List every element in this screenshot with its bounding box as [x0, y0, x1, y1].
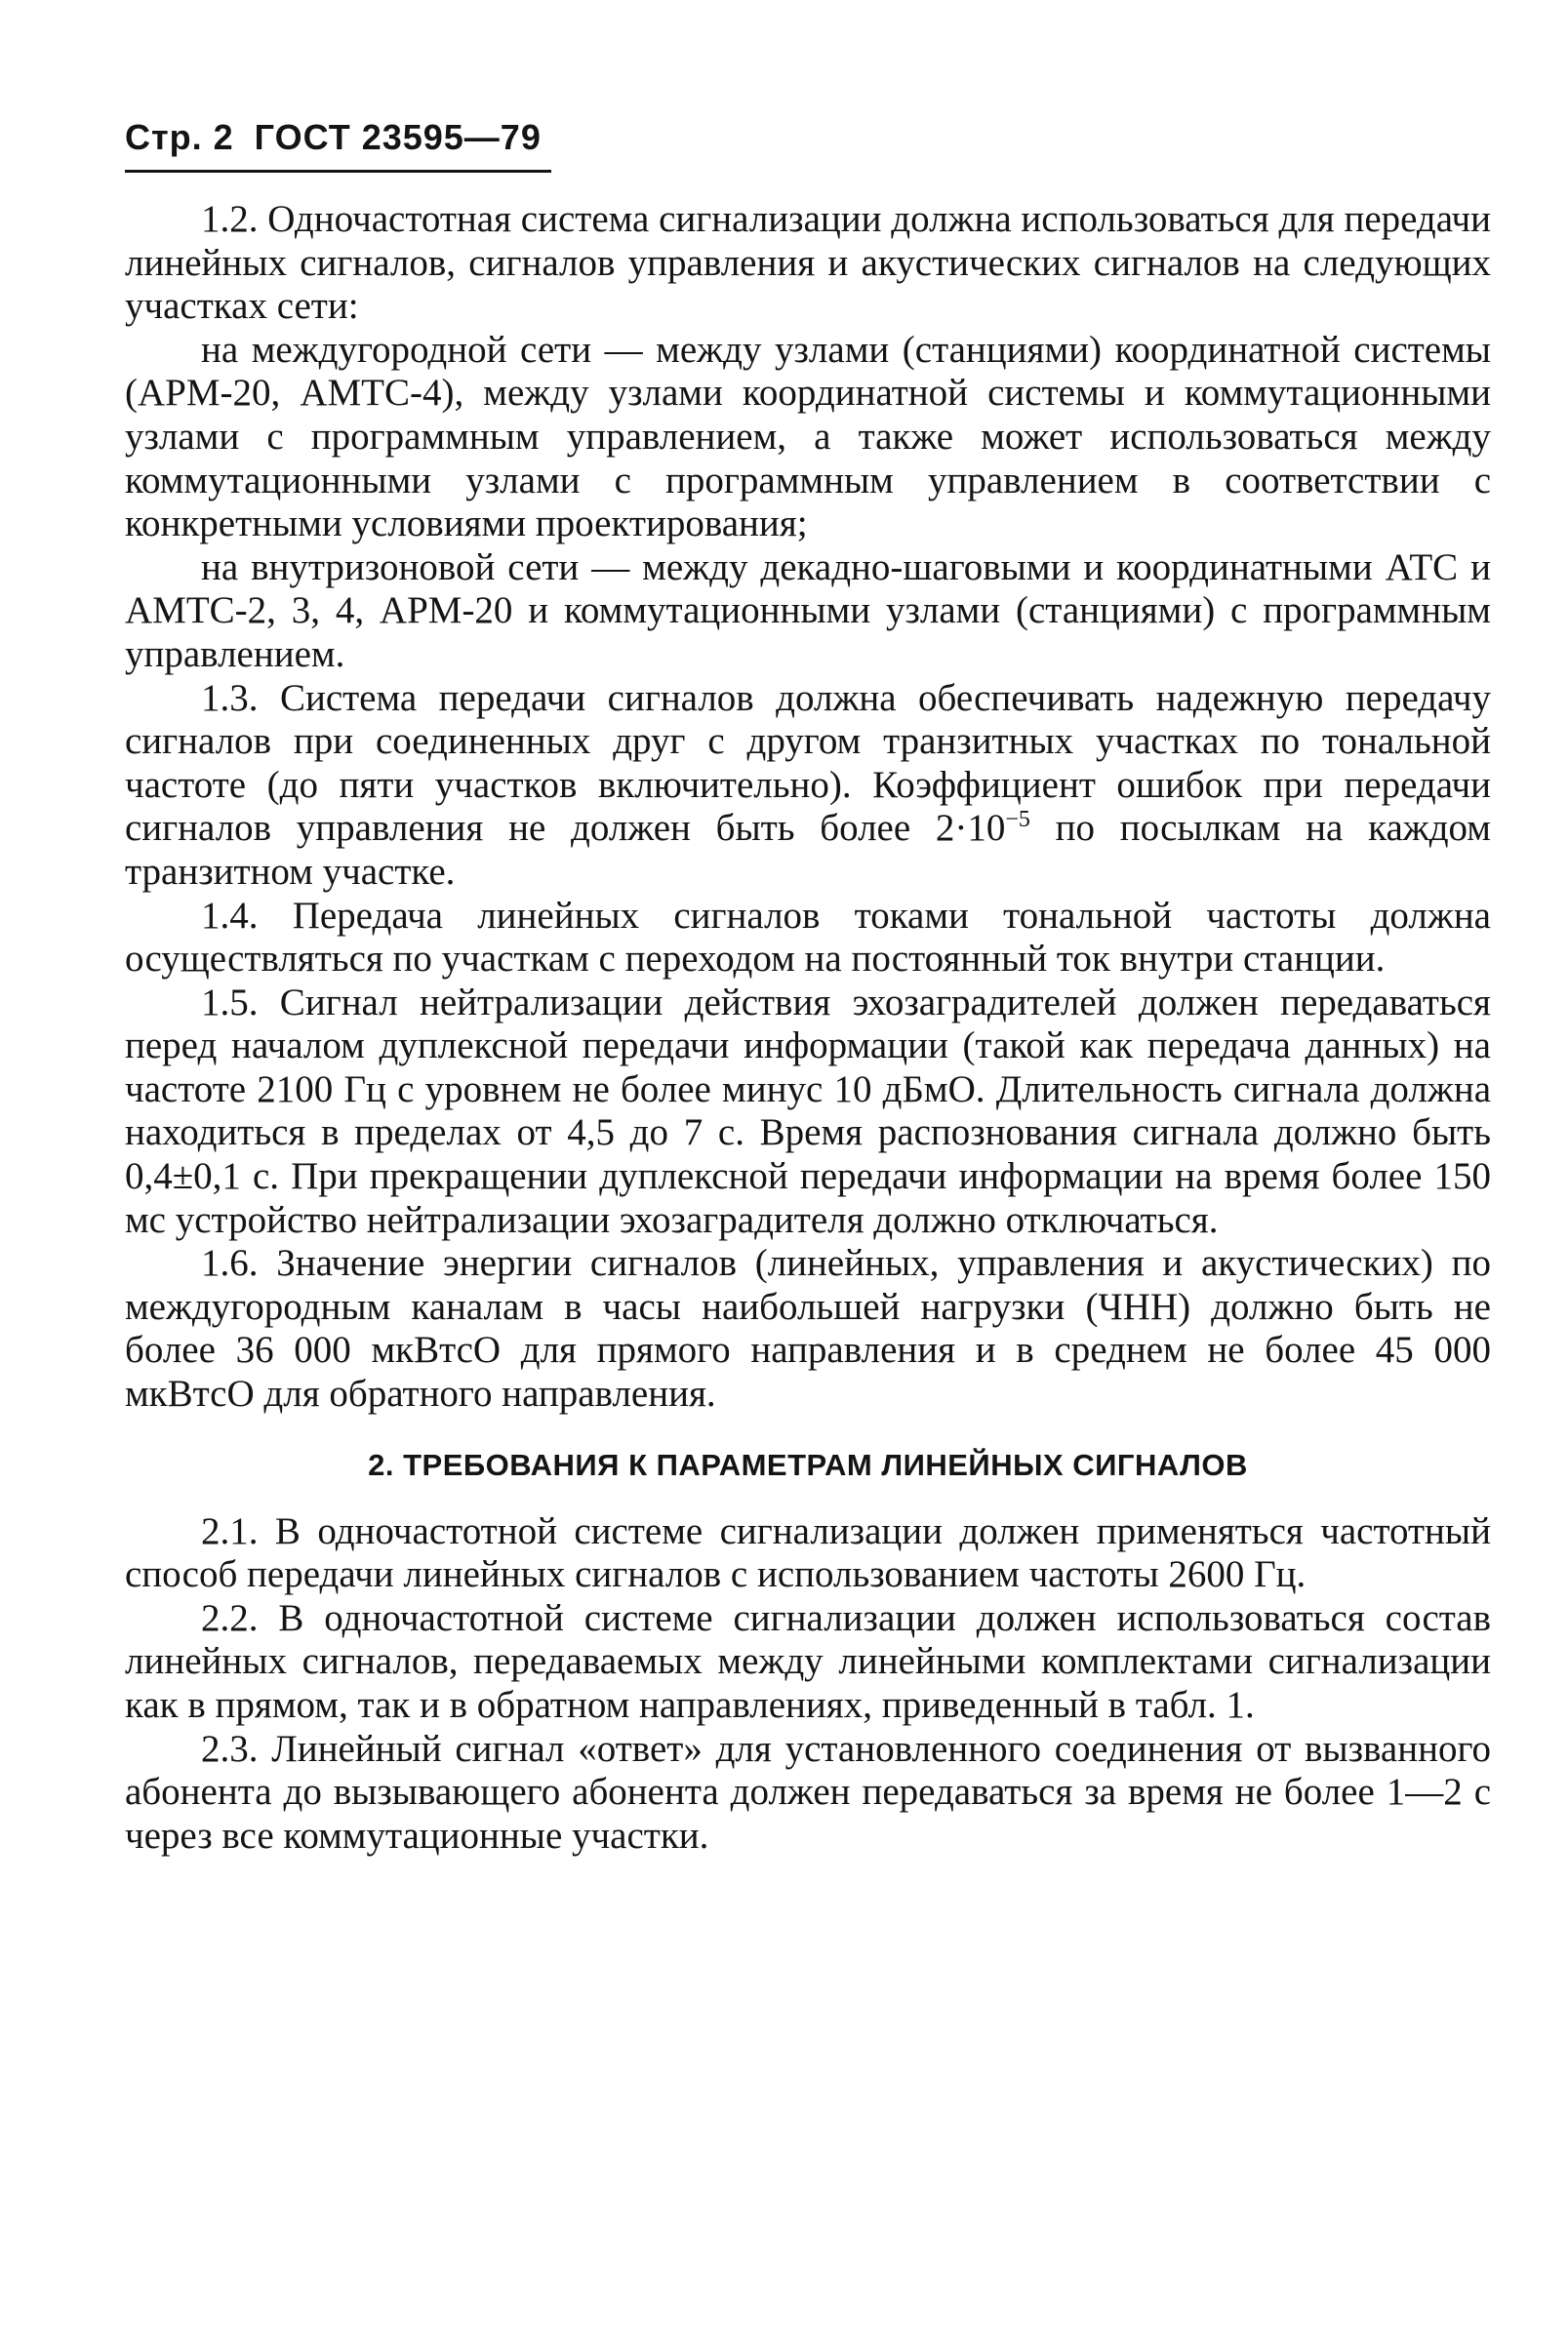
- section-1-text: [125, 198, 1491, 1417]
- paragraph-1-6: 1.6. Значение энергии сигналов (линейных, управления и акустических) по междугородным каналам в часы наибольшей нагрузки (ЧНН) должно быть не более 36 000 мкВтсО для прямого направления и в среднем не более 45 000 мкВтсО для обратного направления.: [125, 1242, 1491, 1416]
- paragraph-1-2: 1.2. Одночастотная система сигнализации должна использоваться для передачи линейных сигналов, сигналов управления и акустических сигналов на следующих участках сети:: [125, 198, 1491, 328]
- paragraph-1-3: [125, 677, 1491, 895]
- page-header: [125, 117, 551, 173]
- document-page: [125, 117, 1491, 1858]
- paragraph-2-3: 2.3. Линейный сигнал «ответ» для установленного соединения от вызванного абонента до вызывающего абонента должен передаваться за время не более 1—2 с через все коммутационные участки.: [125, 1727, 1491, 1857]
- page-number-label: Стр. 2: [125, 117, 234, 157]
- error-rate-exponent: −5: [1005, 807, 1030, 833]
- paragraph-1-2-intercity: на междугородной сети — между узлами (станциями) координатной системы (АРМ-20, АМТС-4), между узлами координатной системы и коммутационными узлами с программным управлением, а также может использоваться между коммутационными узлами с программным управлением в соответствии с конкретными условиями проектирования;: [125, 328, 1491, 545]
- paragraph-2-1: 2.1. В одночастотной системе сигнализации должен применяться частотный способ передачи линейных сигналов с использованием частоты 2600 Гц.: [125, 1509, 1491, 1596]
- paragraph-1-2-intrazone: на внутризоновой сети — между декадно-шаговыми и координатными АТС и АМТС-2, 3, 4, АРМ-20 и коммутационными узлами (станциями) с программным управлением.: [125, 545, 1491, 675]
- paragraph-1-5: 1.5. Сигнал нейтрализации действия эхозаградителей должен передаваться перед началом дуплексной передачи информации (такой как передача данных) на частоте 2100 Гц с уровнем не более минус 10 дБмО. Длительность сигнала должна находиться в пределах от 4,5 до 7 с. Время распознования сигнала должно быть 0,4±0,1 с. При прекращении дуплексной передачи информации на время более 150 мс устройство нейтрализации эхозаградителя должно отключаться.: [125, 981, 1491, 1241]
- paragraph-1-3-text-end: по посылкам на каждом транзитном участке.: [125, 807, 1491, 893]
- section-2-heading: 2. ТРЕБОВАНИЯ К ПАРАМЕТРАМ ЛИНЕЙНЫХ СИГНАЛОВ: [368, 1447, 1248, 1482]
- section-2-text: [125, 1510, 1491, 1859]
- paragraph-1-4: 1.4. Передача линейных сигналов токами тональной частоты должна осуществляться по участкам с переходом на постоянный ток внутри станции.: [125, 894, 1491, 981]
- paragraph-1-3-text-start: 1.3. Система передачи сигналов должна обеспечивать надежную передачу сигналов при соединенных друг с другом транзитных участках по тональной частоте (до пяти участков включительно). Коэффициент ошибок при передачи сигналов управления не должен быть более 2·10: [125, 676, 1491, 850]
- standard-number: ГОСТ 23595—79: [254, 117, 542, 157]
- paragraph-2-2: 2.2. В одночастотной системе сигнализации должен использоваться состав линейных сигналов, передаваемых между линейными комплектами сигнализации как в прямом, так и в обратном направлениях, приведенный в табл. 1.: [125, 1596, 1491, 1726]
